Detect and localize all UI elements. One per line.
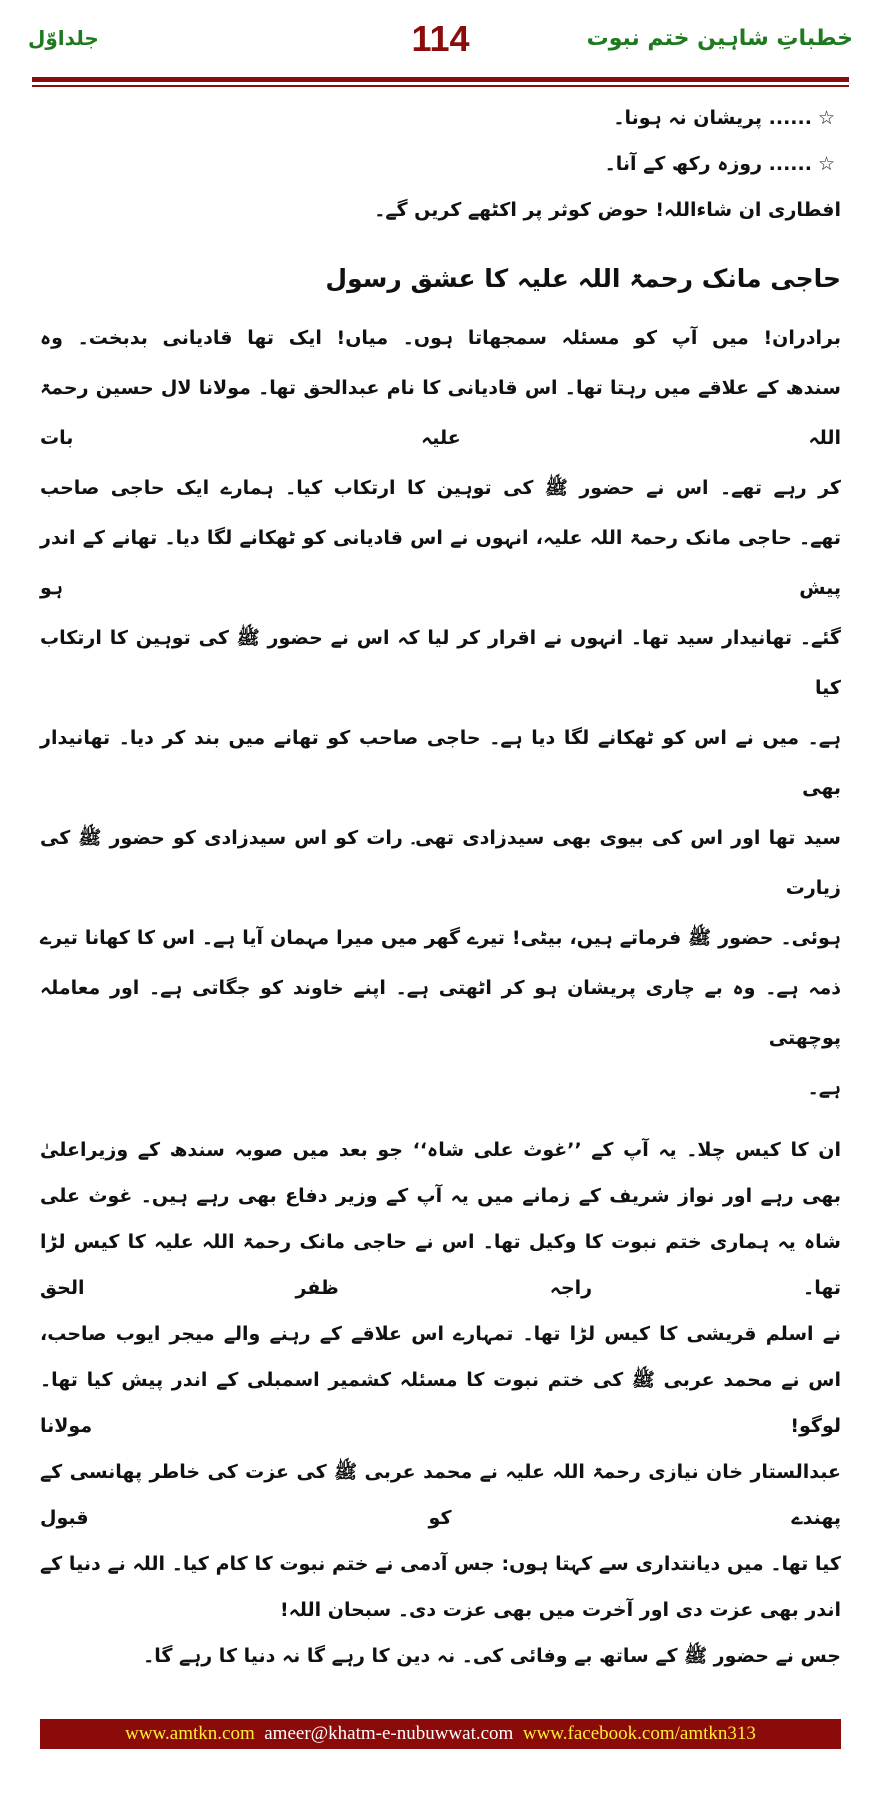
header-divider	[32, 77, 849, 82]
email-link[interactable]: ameer@khatm-e-nubuwwat.com	[264, 1723, 514, 1744]
text-line: ذمہ ہے۔ وہ بے چاری پریشان ہو کر اٹھتی ہے۔ اپنے خاوند کو جگاتی ہے۔ اور معاملہ پوچھتی	[40, 977, 841, 1049]
text-line: کر رہے تھے۔ اس نے حضور ﷺ کی توہین کا ارتکاب کیا۔ ہمارے ایک حاجی صاحب	[40, 477, 841, 499]
website-link[interactable]: www.amtkn.com	[125, 1723, 255, 1744]
text-line: ہے۔	[807, 1077, 841, 1099]
text-line: سندھ کے علاقے میں رہتا تھا۔ اس قادیانی کا نام عبدالحق تھا۔ مولانا لال حسین رحمۃ اللہ علیہ بات	[40, 377, 841, 449]
header-divider-thin	[32, 85, 849, 87]
closing-line: جس نے حضور ﷺ کے ساتھ بے وفائی کی۔ نہ دین کا رہے گا نہ دنیا کا رہے گا۔	[143, 1645, 841, 1667]
text-line: گئے۔ تھانیدار سید تھا۔ انہوں نے اقرار کر لیا کہ اس نے حضور ﷺ کی توہین کا ارتکاب کیا	[40, 627, 841, 699]
page-footer	[40, 1719, 841, 1749]
text-line: اندر بھی عزت دی اور آخرت میں بھی عزت دی۔ سبحان اللہ!	[279, 1599, 841, 1621]
book-title: خطباتِ شاہین ختم نبوت	[586, 26, 853, 51]
text-line: بھی رہے اور نواز شریف کے زمانے میں یہ آپ کے وزیر دفاع بھی رہے ہیں۔ غوث علی	[40, 1185, 841, 1207]
page-number: 114	[411, 18, 470, 59]
text-line: ہے۔ میں نے اس کو ٹھکانے لگا دیا ہے۔ حاجی صاحب کو تھانے میں بند کر دیا۔ تھانیدار بھی	[40, 727, 841, 799]
paragraph-2	[40, 1127, 841, 1679]
star-icon: ☆	[817, 107, 835, 129]
text-line: ہوئی۔ حضور ﷺ فرماتے ہیں، بیٹی! تیرے گھر میں میرا مہمان آیا ہے۔ اس کا کھانا تیرے	[40, 927, 841, 949]
paragraph-1	[40, 313, 841, 1113]
intro-line: افطاری ان شاءاللہ! حوض کوثر پر اکٹھے کریں گے۔	[374, 199, 841, 221]
facebook-link[interactable]: www.facebook.com/amtkn313	[522, 1723, 756, 1744]
bullet-item: ☆...... روزہ رکھ کے آنا۔	[604, 153, 835, 175]
text-line: تھے۔ حاجی مانک رحمۃ اللہ علیہ، انہوں نے اس قادیانی کو ٹھکانے لگا دیا۔ تھانے کے اندر پیش ہو	[40, 527, 841, 599]
text-line: نے اسلم قریشی کا کیس لڑا تھا۔ تمہارے اس علاقے کے رہنے والے میجر ایوب صاحب،	[40, 1323, 841, 1345]
section-heading: حاجی مانک رحمۃ اللہ علیہ کا عشق رسول	[325, 264, 841, 293]
page-header	[28, 18, 853, 70]
text-line: عبدالستار خان نیازی رحمۃ اللہ علیہ نے محمد عربی ﷺ کی عزت کی خاطر پھانسی کے پھندے کو قبول	[40, 1461, 841, 1529]
volume-label: جلداوّل	[28, 26, 99, 50]
star-icon: ☆	[817, 153, 835, 175]
text-line: سید تھا اور اس کی بیوی بھی سیدزادی تھی۔ رات کو اس سیدزادی کو حضور ﷺ کی زیارت	[40, 827, 841, 899]
text-line: ان کا کیس چلا۔ یہ آپ کے ’’غوث علی شاہ‘‘ جو بعد میں صوبہ سندھ کے وزیراعلیٰ	[40, 1139, 841, 1161]
text-line: برادران! میں آپ کو مسئلہ سمجھاتا ہوں۔ میاں! ایک تھا قادیانی بدبخت۔ وہ	[40, 327, 841, 349]
text-line: اس نے محمد عربی ﷺ کی ختم نبوت کا مسئلہ کشمیر اسمبلی کے اندر پیش کیا تھا۔ لوگو! مولانا	[40, 1369, 841, 1437]
text-line: شاہ یہ ہماری ختم نبوت کا وکیل تھا۔ اس نے حاجی مانک رحمۃ اللہ علیہ کا کیس لڑا تھا۔ راجہ ظفر الحق	[40, 1231, 841, 1299]
bullet-item: ☆...... پریشان نہ ہونا۔	[613, 107, 835, 129]
text-line: کیا تھا۔ میں دیانتداری سے کہتا ہوں: جس آدمی نے ختم نبوت کا کام کیا۔ اللہ نے دنیا کے	[40, 1553, 841, 1575]
